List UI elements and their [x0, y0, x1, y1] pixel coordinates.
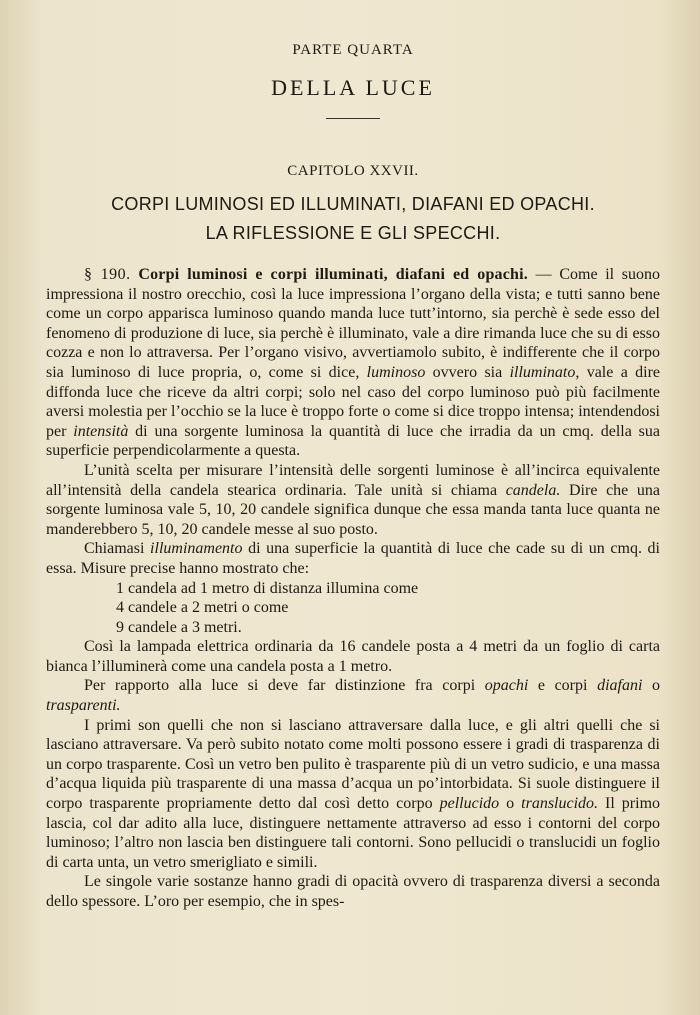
list-item: 9 candele a 3 metri.: [116, 618, 242, 636]
chapter-number: CAPITOLO XXVII.: [287, 163, 419, 179]
paragraph-text: o: [499, 795, 522, 813]
paragraph-1: [46, 265, 660, 461]
emphasis: pellucido: [439, 795, 500, 813]
emphasis: illuminamento: [150, 540, 243, 558]
body-text: [46, 265, 660, 912]
paragraph-text: Dire che una sorgente luminosa vale 5, 10, 20 candele significa dunque che essa manda tanta luce quanta ne manderebbero 5, 10, 20 candele messe al suo posto.: [46, 481, 661, 538]
paragraph-3: [46, 539, 660, 578]
paragraph-2: [46, 461, 660, 539]
paragraph-6: [46, 716, 660, 873]
chapter-title-line-1: CORPI LUMINOSI ED ILLUMINATI, DIAFANI ED OPACHI.: [111, 194, 595, 214]
emphasis: opachi: [484, 677, 529, 695]
emphasis: candela.: [505, 481, 561, 499]
emphasis: illuminato: [509, 363, 576, 381]
chapter-title-line-2: LA RIFLESSIONE E GLI SPECCHI.: [205, 223, 501, 243]
paragraph-text: ovvero sia: [425, 363, 510, 381]
paragraph-text: I primi son quelli che non si lasciano attraversare dalla luce, e gli altri quelli che si lasciano attraversare. Va però subito notato come molti possono essere i gradi di trasparenza di un corpo trasparente. Così un vetro ben pulito è trasparente più di un vetro sudicio, e una massa d’acqua liquida più trasparente di una massa d’acqua un po’intorbidata. Si suole distinguere il corpo trasparente propriamente detto dal così detto corpo: [46, 716, 660, 813]
paragraph-4: Così la lampada elettrica ordinaria da 16 candele posta a 4 metri da un foglio di carta bianca l’illuminerà come una candela posta a 1 metro.: [46, 638, 660, 675]
paragraph-5: [46, 676, 660, 715]
chapter-title: [46, 190, 660, 248]
emphasis: intensità: [73, 422, 129, 440]
emphasis: trasparenti.: [46, 697, 121, 715]
page-title: DELLA LUCE: [271, 75, 435, 100]
paragraph-text: L’unità scelta per misurare l’intensità delle sorgenti luminose è all’incirca equivalente all’intensità della candela stearica ordinaria. Tale unità si chiama: [46, 461, 660, 499]
paragraph-text: Il primo lascia, col dar adito alla luce, distinguere nettamente attraverso ad esso i contorni del corpo luminoso; l’altro non lascia ben distinguere tali contorni. Sono pellucidi o translucidi un foglio di carta unta, un vetro smerigliato e simili.: [46, 795, 661, 871]
emphasis: luminoso: [366, 363, 426, 381]
divider-rule: [326, 118, 380, 119]
paragraph-text: , vale a dire diffonda luce che riceve da altri corpi; solo nel caso del corpo luminoso può più facilmente aversi molestia per l’occhio se la luce è troppo forte o come si dice troppo intensa; intendendosi per: [46, 363, 661, 440]
emphasis: diafani: [597, 677, 643, 695]
list-item: 1 candela ad 1 metro di distanza illumina come: [116, 579, 419, 597]
paragraph-7: Le singole varie sostanze hanno gradi di opacità ovvero di trasparenza diversi a seconda dello spessore. L’oro per esempio, che in spes-: [46, 873, 660, 910]
paragraph-text: e corpi: [528, 677, 598, 695]
paragraph-text: di una superficie la quantità di luce che cade su di un cmq. di essa. Misure precise hanno mostrato che:: [46, 540, 660, 577]
section-number: § 190.: [84, 266, 131, 283]
paragraph-text: Chiamasi: [84, 540, 151, 558]
section-heading: Corpi luminosi e corpi illuminati, diafani ed opachi.: [138, 266, 528, 283]
list-item: 4 candele a 2 metri o come: [116, 599, 289, 617]
paragraph-text: — Come il suono impressiona il nostro orecchio, così la luce impressiona l’organo della vista; e tutti sanno bene come un corpo apparisca luminoso quando manda luce tutt’intorno, sia perchè è sede esso del fenomeno di produzione di luce, sia perchè è illuminato, vale a dire rimanda luce che su di esso cozza e non lo attraversa. Per l’organo visivo, avvertiamolo subito, è indifferente che il corpo sia luminoso di luce propria, o, come si dice,: [46, 266, 661, 381]
paragraph-text: di una sorgente luminosa la quantità di luce che irradia da un cmq. della sua superficie perpendicolarmente a questa.: [46, 422, 660, 460]
part-heading: PARTE QUARTA: [292, 42, 414, 58]
emphasis: translucido.: [521, 795, 599, 813]
paragraph-text: o: [642, 677, 661, 695]
paragraph-text: Per rapporto alla luce si deve far distinzione fra corpi: [84, 677, 485, 695]
